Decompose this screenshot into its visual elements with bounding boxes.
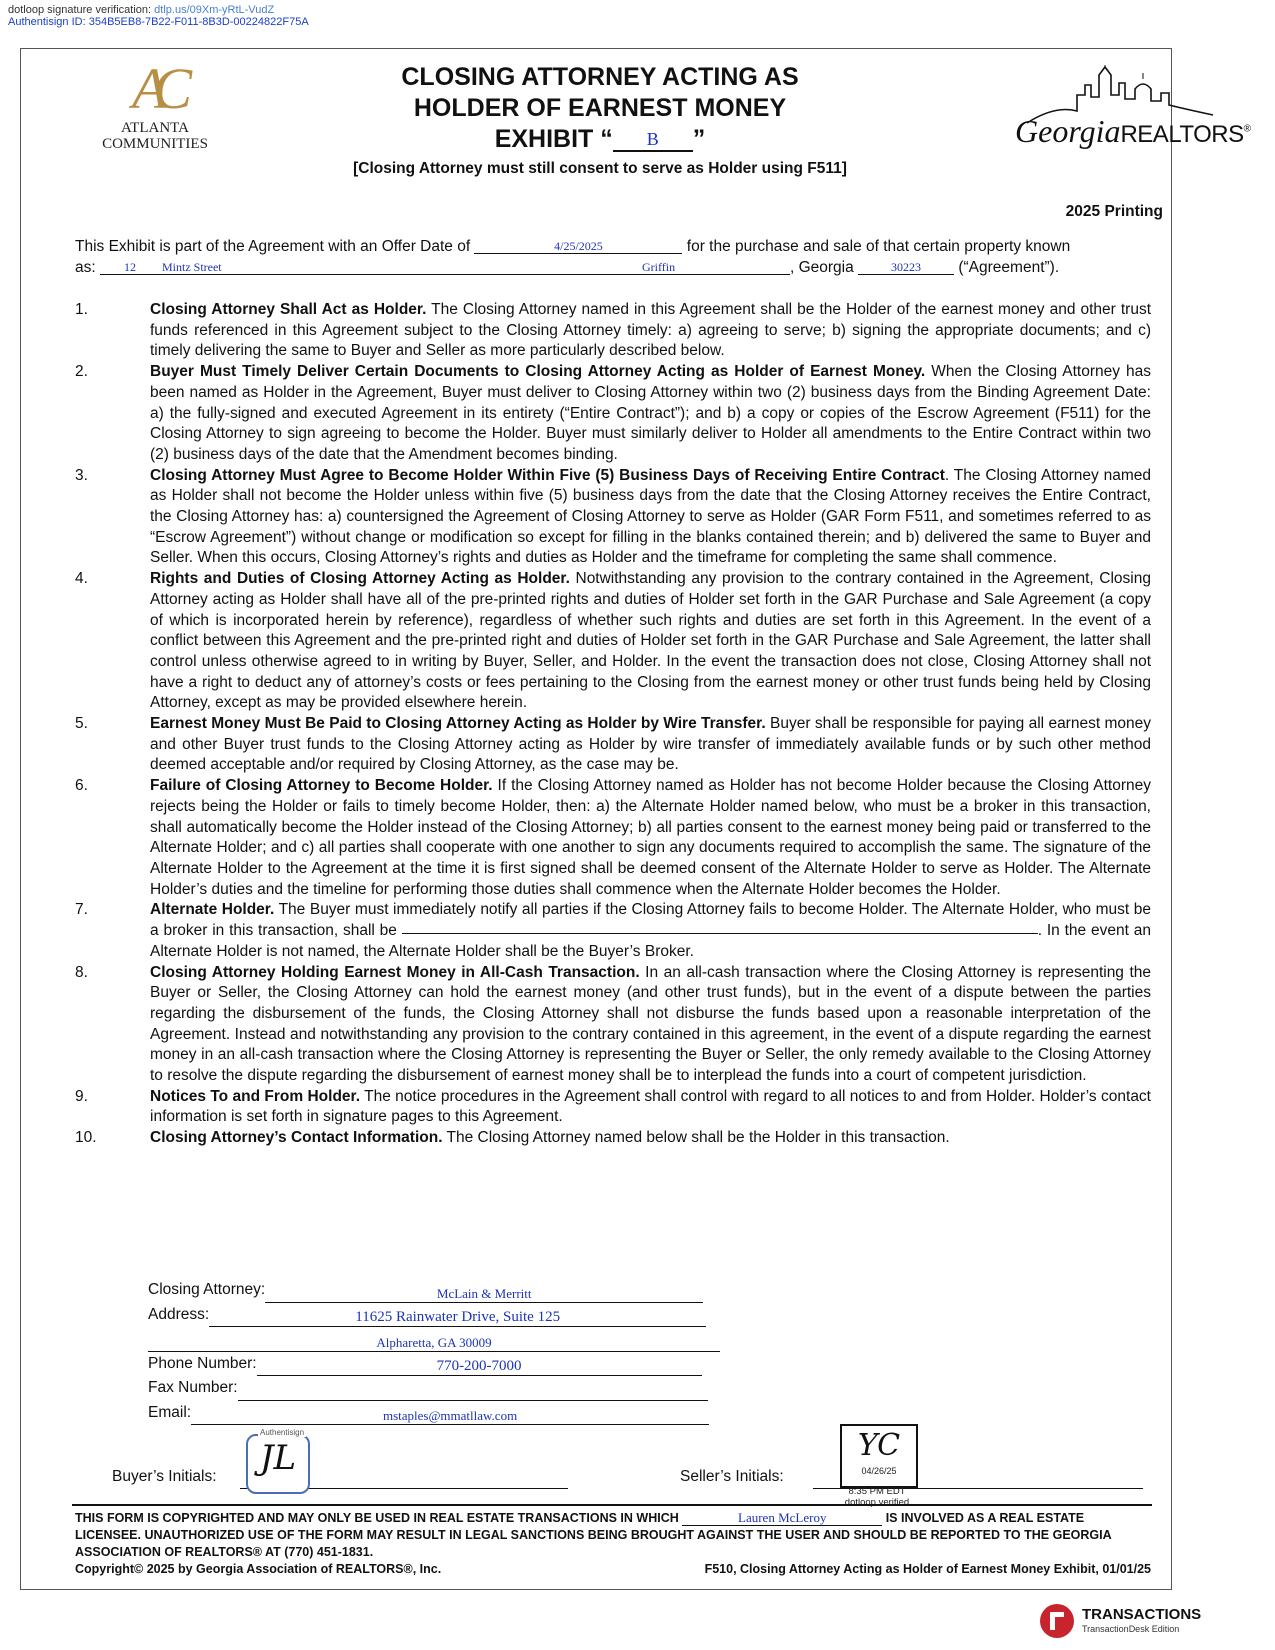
section-number: 6.	[75, 777, 88, 795]
section-text: If the Closing Attorney named as Holder has not become Holder because the Closing Attorney rejects being the Holder or fails to timely become Holder, then: a) the Alternate Holder named below, who must be a broker in this transaction, shall automatically become the Holder instead of the Closing Attorney; b) all parties consent to the earnest money being paid or transferred to the Alternate Holder; and c) all parties shall cooperate with one another to sign any documents required to accomplish the same. The signature of the Alternate Holder to the Agreement at the time it is first signed shall be deemed consent of the Alternate Holder to serve as Holder. The Alternate Holder’s duties and the timeline for performing those duties shall commence when the Alternate Holder becomes the Holder.	[150, 777, 1151, 898]
address-line1-field[interactable]: 11625 Rainwater Drive, Suite 125	[209, 1309, 706, 1327]
attorney-row	[148, 1278, 720, 1303]
phone-field[interactable]: 770-200-7000	[257, 1358, 702, 1376]
transactions-logo	[1040, 1602, 1240, 1642]
section-body	[150, 776, 1151, 900]
section-text: In an all-cash transaction where the Closing Attorney is representing the Buyer or Seller, the Closing Attorney can hold the earnest money (and other trust funds), but in the event of a dispute between the parties regarding the disbursement of the funds, the Closing Attorney shall not disburse the funds based upon a reasonable interpretation of the Agreement. Instead and notwithstanding any provision to the contrary contained in this agreement, in the event of a dispute regarding the earnest money in an all-cash transaction where the Closing Attorney is representing the Buyer or Seller, the only remedy available to the Closing Attorney to resolve the dispute regarding the disbursement of earnest money shall be to interplead the funds into a court of competent jurisdiction.	[150, 963, 1151, 1085]
section-heading: Earnest Money Must Be Paid to Closing Attorney Acting as Holder by Wire Transfer.	[150, 715, 766, 733]
section-heading: Notices To and From Holder.	[150, 1087, 361, 1105]
gr-georgia: Georgia	[1015, 113, 1121, 149]
email-field[interactable]: mstaples@mmatllaw.com	[191, 1407, 709, 1425]
section-text: When the Closing Attorney has been named as Holder in the Agreement, Buyer must deliver to Closing Attorney within two (2) business days from the Binding Agreement Date: a) the fully-signed and executed Agreement in its entirety (“Entire Contract”); and b) a copy or copies of the Escrow Agreement (F511) for the Closing Attorney to sign agreeing to become the Holder. Buyer must similarly deliver to Holder all amendments to the Entire Contract within two (2) business days of the date that the Amendment becomes binding.	[150, 363, 1151, 463]
buyer-initials-box[interactable]	[246, 1428, 310, 1494]
section-4	[75, 569, 1151, 714]
section-number: 5.	[75, 715, 88, 733]
email-row	[148, 1401, 720, 1426]
section-number: 9.	[75, 1087, 88, 1105]
alternate-holder-field[interactable]	[402, 933, 1038, 934]
footer-notice-a: THIS FORM IS COPYRIGHTED AND MAY ONLY BE USED IN REAL ESTATE TRANSACTIONS IN WHICH	[75, 1511, 683, 1525]
verification-label: dotloop signature verification:	[8, 4, 152, 16]
footer-notice	[75, 1510, 1151, 1561]
section-3	[75, 466, 1151, 570]
section-heading: Buyer Must Timely Deliver Certain Documents to Closing Attorney Acting as Holder of Earnest Money.	[150, 363, 926, 381]
transactions-word: TRANSACTIONS	[1082, 1606, 1202, 1623]
section-heading: Closing Attorney Must Agree to Become Holder Within Five (5) Business Days of Receiving Entire Contract	[150, 466, 945, 484]
street-number-field[interactable]: 12	[100, 260, 160, 275]
section-heading: Closing Attorney’s Contact Information.	[150, 1129, 443, 1147]
street-name-field[interactable]: Mintz Street	[160, 260, 642, 275]
fax-field[interactable]	[238, 1400, 708, 1401]
seller-initials-box[interactable]	[840, 1424, 918, 1488]
section-5	[75, 714, 1151, 776]
section-body	[150, 1128, 1151, 1149]
section-text: The Buyer must immediately notify all parties if the Closing Attorney fails to become Holder. The Alternate Holder, who must be a broker in this transaction, shall be	[150, 901, 1151, 940]
intro-text-1: This Exhibit is part of the Agreement with an Offer Date of	[75, 238, 475, 255]
section-7	[75, 900, 1151, 962]
section-number: 8.	[75, 963, 88, 981]
zip-field[interactable]: 30223	[858, 260, 954, 275]
page-subtitle: [Closing Attorney must still consent to serve as Holder using F511]	[353, 160, 847, 177]
initials-row	[112, 1428, 1162, 1508]
verification-link[interactable]: dtlp.us/09Xm-yRtL-VudZ	[154, 4, 275, 16]
intro-line1	[75, 236, 1151, 257]
intro-text-3: as:	[75, 259, 100, 276]
gr-registered: ®	[1243, 123, 1251, 135]
georgia-realtors-wordmark	[1015, 113, 1251, 150]
page-title	[330, 62, 870, 155]
section-body	[150, 466, 1151, 570]
section-heading: Closing Attorney Holding Earnest Money in All-Cash Transaction.	[150, 963, 640, 981]
exhibit-line	[495, 124, 706, 155]
intro-text-2: for the purchase and sale of that certain property known	[682, 238, 1071, 255]
section-heading: Alternate Holder.	[150, 901, 275, 919]
section-text: . The Closing Attorney named as Holder shall not become the Holder unless within five (5) business days from the date that the Closing Attorney receives the Entire Contract, the Closing Attorney has: a) countersigned the Agreement of Closing Attorney to serve as Holder (GAR Form F511, and sometimes referred to as “Escrow Agreement”) without change or modification so except for filling in the blanks contained therein; and b) delivered the same to Buyer and Seller. When this occurs, Closing Attorney’s rights and duties as Holder and the timeframe for completing the same shall commence.	[150, 466, 1151, 567]
authentisign-tag: Authentisign	[260, 1428, 305, 1437]
section-number: 3.	[75, 466, 88, 484]
section-text: The notice procedures in the Agreement shall control with regard to all notices to and from Holder. Holder’s contact information is set forth in signature pages to this Agreement.	[150, 1087, 1151, 1126]
exhibit-suffix: ”	[692, 125, 706, 153]
fax-row	[148, 1376, 720, 1401]
seller-initials: YC	[857, 1428, 901, 1463]
section-heading: Closing Attorney Shall Act as Holder.	[150, 301, 427, 318]
attorney-label: Closing Attorney:	[148, 1281, 266, 1298]
fax-label: Fax Number:	[148, 1379, 238, 1396]
title-line2: HOLDER OF EARNEST MONEY	[413, 94, 787, 122]
seller-initials-time: 8:35 PM EDT	[848, 1486, 906, 1497]
address-line2-field[interactable]: Alpharetta, GA 30009	[148, 1334, 720, 1352]
exhibit-prefix: EXHIBIT “	[494, 125, 613, 153]
buyer-initials-label: Buyer’s Initials:	[112, 1468, 217, 1485]
offer-date-field[interactable]: 4/25/2025	[474, 239, 682, 254]
section-number: 7.	[75, 901, 88, 919]
attorney-field[interactable]: McLain & Merritt	[265, 1285, 703, 1303]
section-10	[75, 1128, 1151, 1149]
section-body	[150, 362, 1151, 466]
section-body	[150, 963, 1151, 1087]
atlanta-communities-logo	[90, 58, 220, 152]
section-heading: Rights and Duties of Closing Attorney Acting as Holder.	[150, 570, 570, 588]
dotloop-verified: dotloop verified	[844, 1497, 910, 1508]
address-label: Address:	[148, 1305, 210, 1323]
seller-initials-date: 04/26/25	[861, 1466, 897, 1476]
form-id: F510, Closing Attorney Acting as Holder of Earnest Money Exhibit, 01/01/25	[704, 1562, 1151, 1576]
ac-name-line1: ATLANTA	[121, 120, 189, 136]
section-2	[75, 362, 1151, 466]
address2-row	[148, 1327, 720, 1352]
email-label: Email:	[148, 1403, 192, 1421]
gr-realtors: REALTORS	[1120, 121, 1244, 148]
exhibit-sections	[75, 300, 1151, 1149]
section-body	[150, 900, 1151, 962]
section-number: 1.	[75, 301, 88, 318]
section-body	[150, 569, 1151, 714]
georgia-realtors-logo	[1015, 65, 1251, 170]
title-line1: CLOSING ATTORNEY ACTING AS	[401, 63, 799, 91]
section-number: 10.	[75, 1129, 97, 1147]
section-body	[150, 1087, 1151, 1128]
section-number: 2.	[75, 363, 88, 381]
attorney-contact-block	[148, 1278, 720, 1425]
section-9	[75, 1087, 1151, 1128]
footer-notice-b: IS INVOLVED AS A REAL ESTATE LICENSEE. UNAUTHORIZED USE OF THE FORM MAY RESULT IN LEGAL SANCTIONS BEING BROUGHT AGAINST THE USER AND SHOULD BE REPORTED TO THE GEORGIA ASSOCIATION OF REALTORS® AT (770) 451-1831.	[75, 1511, 1112, 1559]
section-text: The Closing Attorney named in this Agreement shall be the Holder of the earnest money and other trust funds referenced in this Agreement subject to the Closing Attorney timely: a) agreeing to serve; b) signing the appropriate documents; and c) timely delivering the same to Buyer and Seller as more particularly described below.	[150, 301, 1152, 360]
footer-divider	[72, 1504, 1152, 1506]
intro-text-5: (“Agreement”).	[954, 259, 1060, 276]
exhibit-letter-field[interactable]: B	[613, 128, 693, 152]
section-1	[75, 300, 1151, 362]
section-body	[150, 714, 1151, 776]
printing-year: 2025 Printing	[1065, 203, 1163, 220]
intro-text-4: , Georgia	[789, 259, 859, 276]
ac-monogram: AC	[131, 56, 179, 121]
section-text-after: . In the event an Alternate Holder is not named, the Alternate Holder shall be the Buyer’s Broker.	[150, 922, 1151, 960]
footer	[75, 1510, 1151, 1578]
intro-paragraph	[75, 236, 1151, 278]
section-text: Notwithstanding any provision to the contrary contained in the Agreement, Closing Attorney acting as Holder shall have all of the pre-printed rights and duties of Holder set forth in the GAR Purchase and Sale Agreement (a copy of which is incorporated herein by reference), regardless of whether such rights and duties are set forth in this Agreement. In the event of a conflict between this Agreement and the pre-printed right and duties of Holder set forth in the GAR Purchase and Sale Agreement, the latter shall control unless otherwise agreed to in writing by Buyer, Seller, and Holder. In the event the transaction does not close, Closing Attorney shall not have a right to deduct any of attorney’s costs or fees pertaining to the Closing from the earnest money or other trust funds being held by Closing Attorney, except as may be provided elsewhere herein.	[150, 570, 1151, 712]
phone-row	[148, 1352, 720, 1377]
seller-initials-label: Seller’s Initials:	[680, 1468, 784, 1485]
ac-name-line2: COMMUNITIES	[102, 136, 208, 152]
section-body	[150, 300, 1151, 362]
buyer-initials: JL	[259, 1438, 297, 1478]
copyright: Copyright© 2025 by Georgia Association of REALTORS®, Inc.	[75, 1562, 442, 1576]
phone-label: Phone Number:	[148, 1354, 257, 1372]
verification-header	[8, 4, 309, 28]
section-8	[75, 963, 1151, 1087]
transactions-sub: TransactionDesk Edition	[1082, 1624, 1180, 1634]
address-row	[148, 1303, 720, 1328]
intro-line2	[75, 257, 1151, 278]
section-heading: Failure of Closing Attorney to Become Holder.	[150, 777, 493, 795]
agent-name-field[interactable]: Lauren McLeroy	[682, 1511, 882, 1526]
section-number: 4.	[75, 570, 88, 588]
section-6	[75, 776, 1151, 900]
city-field[interactable]: Griffin	[642, 260, 790, 275]
section-text: Buyer shall be responsible for paying all earnest money and other Buyer trust funds to the Closing Attorney acting as Holder by wire transfer of immediately available funds or by such other method deemed acceptable and/or required by Closing Attorney, as the case may be.	[150, 715, 1151, 774]
section-text: The Closing Attorney named below shall be the Holder in this transaction.	[442, 1129, 950, 1147]
transactions-icon	[1040, 1604, 1074, 1638]
authentisign-id: Authentisign ID: 354B5EB8-7B22-F011-8B3D-00224822F75A	[8, 16, 309, 28]
footer-last-line	[75, 1561, 1151, 1578]
